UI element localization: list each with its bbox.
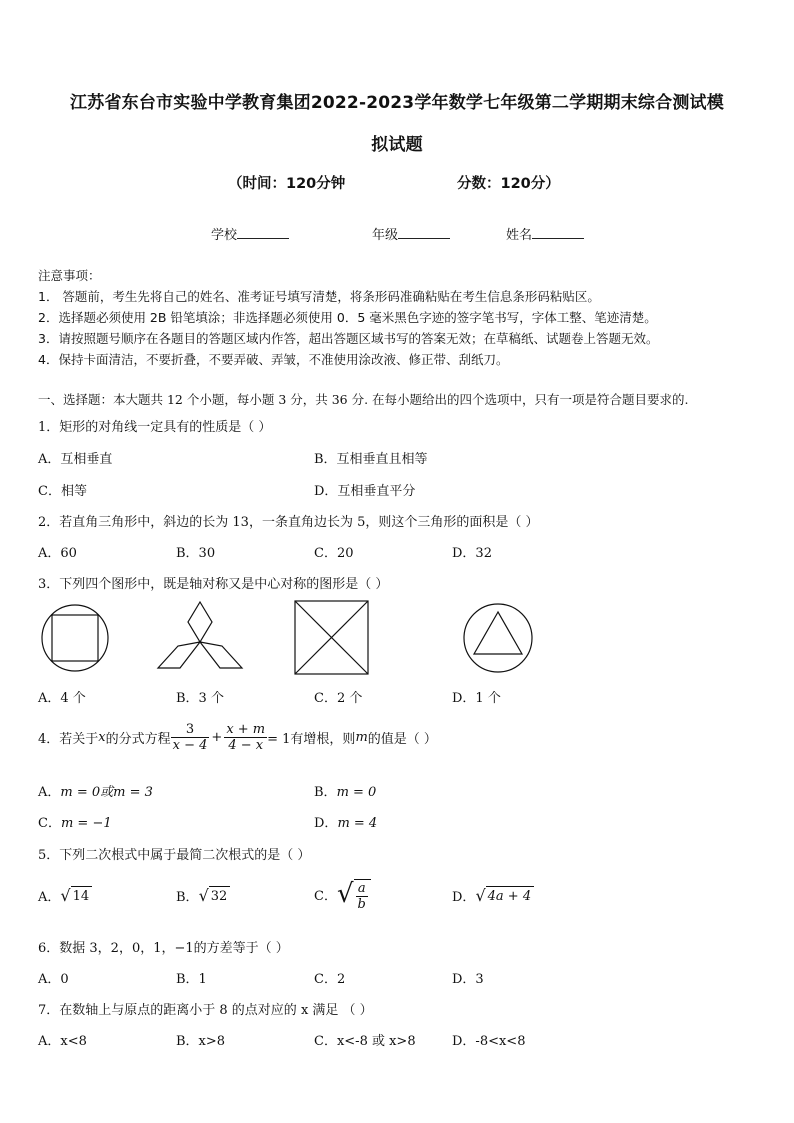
figure-square-diagonals (292, 598, 372, 678)
q1-option-b[interactable]: B．互相垂直且相等 (314, 452, 428, 467)
q4-option-b-label: B． (314, 785, 337, 800)
sqrt-symbol: √ 32 (199, 886, 231, 905)
q7-option-a[interactable]: A．x<8 (38, 1034, 87, 1049)
question-4-stem (38, 722, 437, 753)
name-label: 姓名 (506, 228, 533, 243)
q4-option-d-label: D． (314, 816, 338, 831)
sqrt-symbol: √ 14 (60, 886, 92, 905)
figure-circle-square (38, 598, 112, 678)
question-2-stem: 2．若直角三角形中，斜边的长为 13，一条直角边长为 5，则这个三角形的面积是（ ） (38, 515, 539, 530)
q4-option-a[interactable] (38, 781, 153, 800)
q6-option-d[interactable]: D．3 (452, 972, 484, 987)
notes-heading: 注意事项： (38, 268, 101, 283)
q5-c-fraction (356, 881, 368, 912)
q4-f1-den: x − 4 (172, 738, 208, 753)
grade-field[interactable] (372, 224, 450, 243)
q2-option-d[interactable]: D．32 (452, 546, 492, 561)
q1-option-c[interactable]: C．相等 (38, 484, 87, 499)
q4-option-b[interactable] (314, 781, 376, 800)
q6-option-b[interactable]: B．1 (176, 972, 207, 987)
q4-option-d-math: m = 4 (337, 816, 378, 831)
q5-d-radicand: 4a + 4 (486, 886, 534, 905)
q2-option-b[interactable]: B．30 (176, 546, 216, 561)
q4-eq: = 1有增根，则 (267, 732, 356, 747)
q4-option-a-label: A． (38, 785, 61, 800)
q4-option-c-label: C． (38, 816, 61, 831)
q6-option-c[interactable]: C．2 (314, 972, 346, 987)
q2-option-a[interactable]: A．60 (38, 546, 77, 561)
note-item: 2．选择题必须使用 2B 铅笔填涂；非选择题必须使用 0．5 毫米黑色字迹的签字笔书写，字体工整、笔迹清楚。 (38, 310, 657, 325)
figure-three-rhombus (154, 598, 246, 674)
q2-option-c[interactable]: C．20 (314, 546, 354, 561)
name-field[interactable] (506, 224, 584, 243)
question-1-stem: 1．矩形的对角线一定具有的性质是（ ） (38, 420, 272, 435)
q5-c-num: a (357, 881, 366, 896)
q5-c-den: b (357, 897, 366, 912)
sqrt-symbol: √ $\frac{a}{b}$ (337, 876, 371, 912)
q5-option-b[interactable] (176, 886, 230, 905)
q4-option-b-math: m = 0 (336, 785, 377, 800)
q4-var-x: x (98, 730, 106, 745)
q4-f2-num: x + m (226, 722, 266, 737)
note-item: 3．请按照题号顺序在各题目的答题区域内作答，超出答题区域书写的答案无效；在草稿纸、试题卷上答题无效。 (38, 331, 659, 346)
sqrt-symbol: √ 4a + 4 (475, 886, 534, 905)
q6-option-a[interactable]: A．0 (38, 972, 69, 987)
question-3-stem: 3．下列四个图形中，既是轴对称又是中心对称的图形是（ ） (38, 577, 389, 592)
q4-f1-num: 3 (185, 722, 195, 737)
q5-a-radicand: 14 (71, 886, 93, 905)
note-item: 4．保持卡面清洁，不要折叠，不要弄破、弄皱，不准使用涂改液、修正带、刮纸刀。 (38, 352, 509, 367)
q5-b-radicand: 32 (209, 886, 231, 905)
q7-option-c[interactable]: C．x<-8 或 x>8 (314, 1034, 416, 1049)
q4-option-a-math: m = 0或m = 3 (60, 785, 153, 800)
q1-option-a[interactable]: A．互相垂直 (38, 452, 113, 467)
school-field[interactable] (211, 224, 289, 243)
exam-score: 分数：120分） (457, 176, 560, 192)
q1-option-d[interactable]: D．互相垂直平分 (314, 484, 416, 499)
question-6-stem: 6．数据 3，2，0，1，−1的方差等于（ ） (38, 941, 289, 956)
q4-option-c-math: m = −1 (60, 816, 112, 831)
q4-option-c[interactable] (38, 812, 112, 831)
grade-label: 年级 (372, 228, 399, 243)
question-7-stem: 7．在数轴上与原点的距离小于 8 的点对应的 x 满足 （ ） (38, 1003, 373, 1018)
q5-option-c[interactable] (314, 876, 371, 912)
grade-blank[interactable] (398, 227, 450, 239)
school-label: 学校 (211, 228, 238, 243)
school-blank[interactable] (237, 227, 289, 239)
question-5-stem: 5．下列二次根式中属于最简二次根式的是（ ） (38, 848, 311, 863)
q4-stem-mid: 的分式方程 (105, 732, 171, 747)
q4-f2-den: 4 − x (224, 737, 267, 753)
exam-title-line1: 江苏省东台市实验中学教育集团2022-2023学年数学七年级第二学期期末综合测试模 (70, 93, 724, 113)
q4-fraction-1 (171, 722, 210, 753)
q5-option-a-label: A． (38, 890, 61, 905)
q5-option-c-label: C． (314, 888, 337, 904)
q7-option-d[interactable]: D．-8<x<8 (452, 1034, 526, 1049)
name-blank[interactable] (532, 227, 584, 239)
q3-option-b[interactable]: B．3 个 (176, 691, 224, 706)
q3-option-d[interactable]: D．1 个 (452, 691, 501, 706)
q5-option-d[interactable] (452, 886, 534, 905)
q4-plus: + (211, 730, 223, 745)
q4-stem-end: 的值是（ ） (367, 732, 437, 747)
note-item: 1． 答题前，考生先将自己的姓名、准考证号填写清楚，将条形码准确粘贴在考生信息条形码粘贴区。 (38, 289, 600, 304)
q5-option-b-label: B． (176, 890, 199, 905)
q4-stem-pre: 4．若关于 (38, 732, 99, 747)
q4-fraction-2 (224, 722, 267, 753)
exam-title-line2: 拟试题 (371, 135, 423, 155)
exam-time: （时间：120分钟 (228, 176, 346, 192)
section-heading: 一、选择题：本大题共 12 个小题，每小题 3 分，共 36 分. 在每小题给出的四个选项中，只有一项是符合题目要求的. (38, 392, 689, 407)
q3-option-c[interactable]: C．2 个 (314, 691, 363, 706)
q4-var-m: m (355, 730, 368, 745)
q7-option-b[interactable]: B．x>8 (176, 1034, 226, 1049)
q5-option-a[interactable] (38, 886, 92, 905)
q4-option-d[interactable] (314, 812, 377, 831)
q3-option-a[interactable]: A．4 个 (38, 691, 86, 706)
figure-circle-triangle (460, 598, 536, 678)
q5-option-d-label: D． (452, 890, 476, 905)
